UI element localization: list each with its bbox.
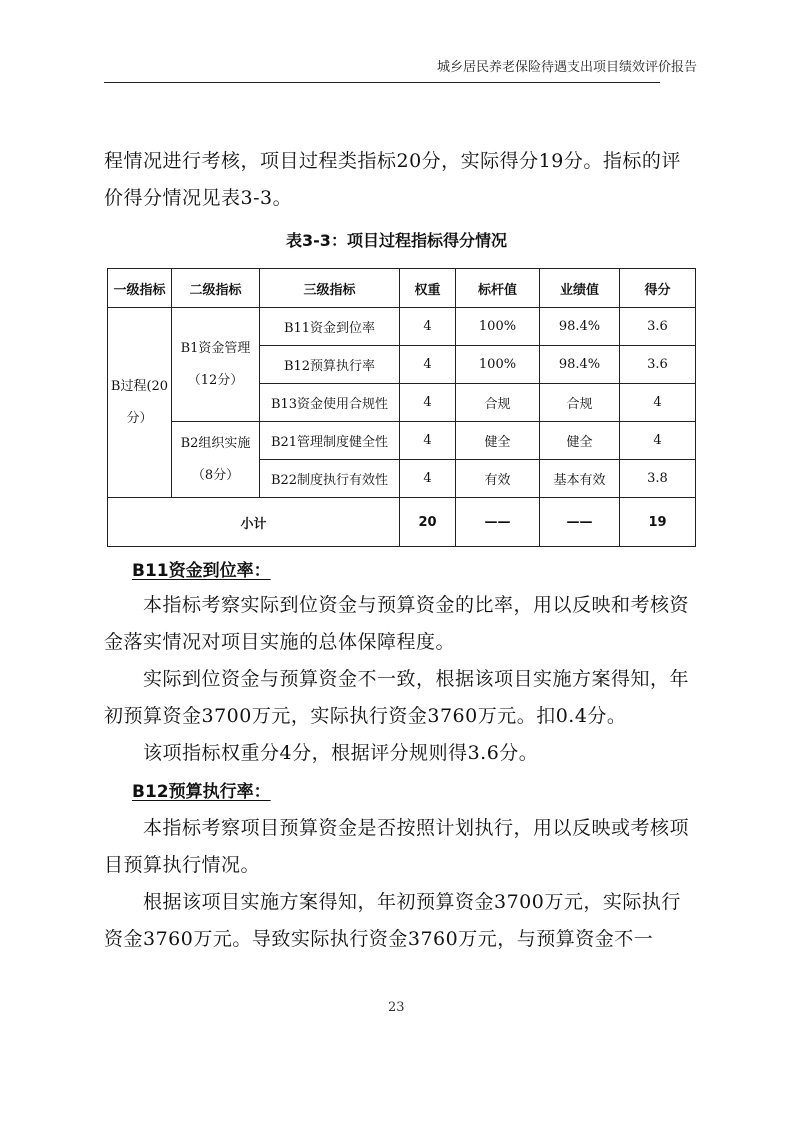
page-number: 23 <box>388 1000 405 1015</box>
subtotal-label: 小计 <box>108 498 400 547</box>
level1-cell: B过程(20分） <box>108 308 172 498</box>
benchmark-cell: 合规 <box>456 384 540 422</box>
weight-cell: 4 <box>400 308 456 346</box>
weight-cell: 4 <box>400 422 456 460</box>
header-title: 城乡居民养老保险待遇支出项目绩效评价报告 <box>436 60 697 75</box>
intro-line-2: 价得分情况见表3-3。 <box>104 187 293 209</box>
b11-paragraph-3: 该项指标权重分4分，根据评分规则得3.6分。 <box>143 742 539 764</box>
subtotal-weight: 20 <box>400 498 456 547</box>
benchmark-cell: 健全 <box>456 422 540 460</box>
b12-paragraph-1: 本指标考察项目预算资金是否按照计划执行，用以反映或考核项目预算执行情况。 <box>104 817 690 876</box>
b11-paragraph-1: 本指标考察实际到位资金与预算资金的比率，用以反映和考核资金落实情况对项目实施的总体保障程度。 <box>104 594 690 653</box>
table-row <box>108 422 696 460</box>
table-header-row <box>108 269 696 308</box>
level2-cell: B2组织实施（8分） <box>172 422 260 498</box>
level3-cell: B21管理制度健全性 <box>260 422 400 460</box>
b12-heading: B12预算执行率： <box>132 782 271 802</box>
header-cell: 二级指标 <box>172 269 260 308</box>
subtotal-row <box>108 498 696 547</box>
weight-cell: 4 <box>400 384 456 422</box>
subtotal-benchmark: —— <box>456 498 540 547</box>
benchmark-cell: 100% <box>456 308 540 346</box>
header-rule <box>104 82 660 83</box>
b12-paragraph-2: 根据该项目实施方案得知，年初预算资金3700万元，实际执行资金3760万元。导致实际执行资金3760万元，与预算资金不一 <box>104 891 681 950</box>
weight-cell: 4 <box>400 346 456 384</box>
table-title: 表3-3：项目过程指标得分情况 <box>286 231 507 250</box>
table-row <box>108 308 696 346</box>
benchmark-cell: 有效 <box>456 460 540 498</box>
score-cell: 3.8 <box>620 460 696 498</box>
weight-cell: 4 <box>400 460 456 498</box>
intro-line-1: 程情况进行考核，项目过程类指标20分，实际得分19分。指标的评 <box>104 150 681 172</box>
score-cell: 3.6 <box>620 308 696 346</box>
level3-cell: B11资金到位率 <box>260 308 400 346</box>
score-cell: 3.6 <box>620 346 696 384</box>
header-cell: 权重 <box>400 269 456 308</box>
level3-cell: B13资金使用合规性 <box>260 384 400 422</box>
header-cell: 三级指标 <box>260 269 400 308</box>
header-cell: 一级指标 <box>108 269 172 308</box>
actual-cell: 合规 <box>540 384 620 422</box>
actual-cell: 健全 <box>540 422 620 460</box>
actual-cell: 98.4% <box>540 346 620 384</box>
b11-paragraph-2: 实际到位资金与预算资金不一致，根据该项目实施方案得知，年初预算资金3700万元，实际执行资金3760万元。扣0.4分。 <box>104 668 690 727</box>
level2-cell: B1资金管理（12分） <box>172 308 260 422</box>
subtotal-score: 19 <box>620 498 696 547</box>
actual-cell: 98.4% <box>540 308 620 346</box>
benchmark-cell: 100% <box>456 346 540 384</box>
level3-cell: B12预算执行率 <box>260 346 400 384</box>
actual-cell: 基本有效 <box>540 460 620 498</box>
subtotal-actual: —— <box>540 498 620 547</box>
level3-cell: B22制度执行有效性 <box>260 460 400 498</box>
header-cell: 得分 <box>620 269 696 308</box>
score-table <box>107 268 696 547</box>
header-cell: 标杆值 <box>456 269 540 308</box>
score-cell: 4 <box>620 384 696 422</box>
score-cell: 4 <box>620 422 696 460</box>
header-cell: 业绩值 <box>540 269 620 308</box>
b11-heading: B11资金到位率： <box>132 561 271 581</box>
